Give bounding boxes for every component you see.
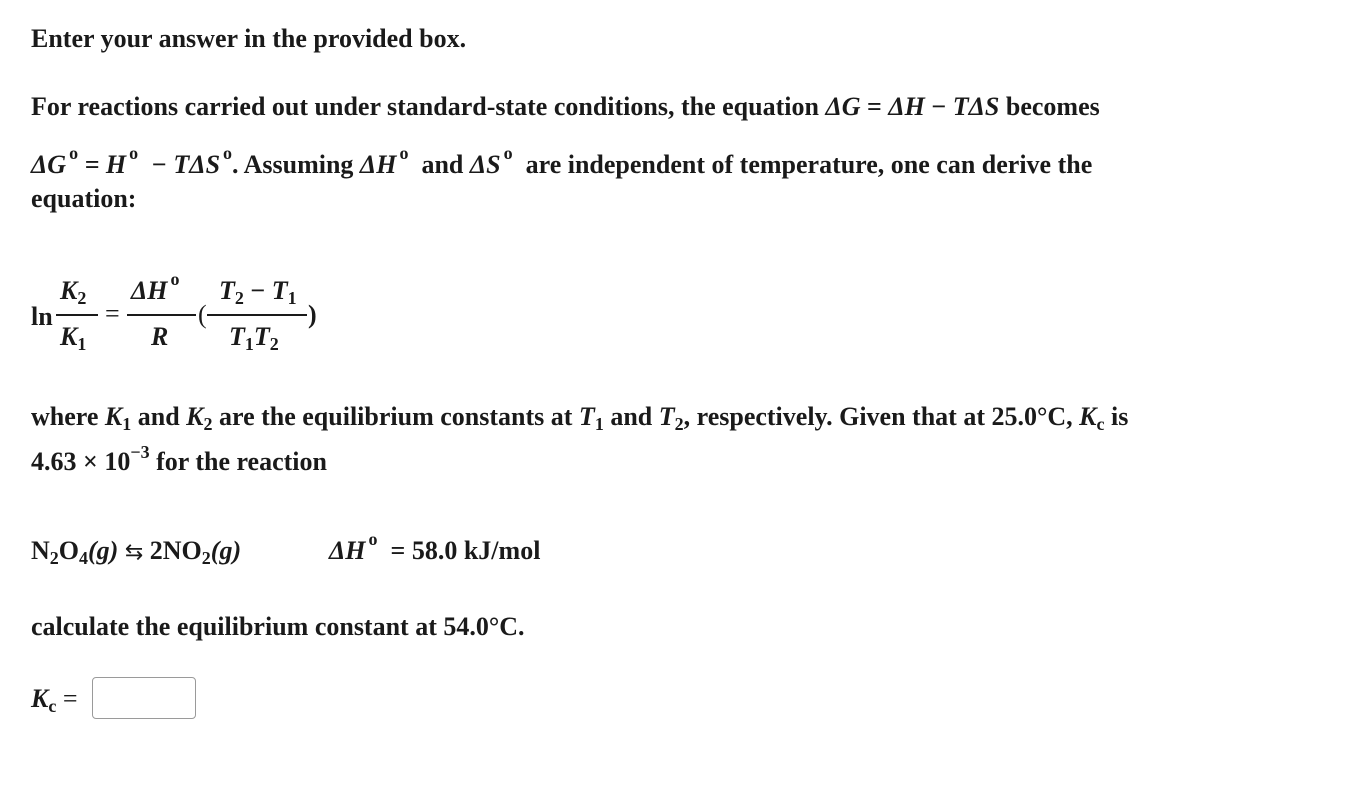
fraction-bar-k bbox=[56, 314, 98, 316]
assumed-entropy: ΔS bbox=[469, 150, 501, 179]
T1-symbol: $T_1$ bbox=[578, 402, 604, 434]
entropy-term: − TΔS bbox=[151, 150, 221, 179]
Kc-symbol: $K_c$ bbox=[1079, 402, 1105, 434]
intro-becomes: becomes bbox=[1005, 92, 1100, 121]
where-line-2: $4.63 \times 10^{-3}$ for the reaction bbox=[31, 442, 327, 476]
K2-symbol: $K_2$ bbox=[186, 402, 213, 434]
left-paren: ( bbox=[198, 300, 207, 329]
question-text: calculate the equilibrium constant at 54.0°C. bbox=[31, 612, 525, 641]
equilibrium-arrow-icon: ⇆ bbox=[124, 540, 144, 565]
assumed-enthalpy: ΔH bbox=[359, 150, 397, 179]
enthalpy-value: = 58.0 kJ/mol bbox=[390, 536, 541, 565]
kc-initial-value: 4.63 × 10 bbox=[31, 447, 131, 476]
where-line-1: where $K_1$ and $K_2$ are the equilibrium constants at $T_1$ and $T_2$, respectively. Given that at 25.0°C, $K_c$ is bbox=[31, 402, 1129, 434]
intro-prefix: For reactions carried out under standard-state conditions, the equation bbox=[31, 92, 819, 121]
intro-line-3: equation: bbox=[31, 184, 137, 213]
numerator-K2: $K_2$ bbox=[60, 276, 87, 308]
fraction-bar-h bbox=[127, 314, 196, 316]
product-2NO2: $2NO_2(g)$ bbox=[149, 536, 242, 568]
intro-line-2-suffix: are independent of temperature, one can derive the bbox=[525, 150, 1093, 179]
T2-symbol: $T_2$ bbox=[658, 402, 684, 434]
answer-label: $K_c$ = bbox=[31, 684, 78, 716]
reaction-equation bbox=[31, 536, 241, 566]
denominator-K1: $K_1$ bbox=[60, 322, 87, 354]
standard-enthalpy-term: = H bbox=[84, 150, 127, 179]
instruction-text: Enter your answer in the provided box. bbox=[31, 24, 467, 53]
right-paren: ) bbox=[308, 300, 317, 329]
formula-equals: = bbox=[105, 299, 120, 328]
ln-operator: ln bbox=[31, 302, 53, 331]
standard-gibbs: ΔG bbox=[31, 150, 67, 179]
intro-line-1 bbox=[31, 92, 1100, 122]
reactant-N2O4: $N_2O_4(g)$ bbox=[31, 536, 119, 568]
general-equation: ΔG = ΔH − TΔS bbox=[825, 92, 1000, 121]
assuming-text: . Assuming bbox=[232, 150, 354, 179]
reaction-enthalpy: ΔH $^o$ = 58.0 kJ/mol bbox=[329, 529, 541, 565]
answer-input[interactable] bbox=[92, 677, 196, 719]
denominator-R: R bbox=[151, 322, 169, 351]
numerator-dH: ΔH $^o$ bbox=[131, 269, 180, 305]
fraction-bar-t bbox=[207, 314, 307, 316]
numerator-T-diff: $T_2 - T_1$ bbox=[219, 276, 297, 308]
intro-line-2: ΔG $^o$ = H $^o$ − TΔS $^o$. Assuming ΔH $^o$ and ΔS $^o$ are independent of temperature, one can derive the bbox=[31, 143, 1093, 179]
denominator-T-product: $T_1T_2$ bbox=[229, 322, 279, 354]
K1-symbol: $K_1$ bbox=[104, 402, 132, 434]
